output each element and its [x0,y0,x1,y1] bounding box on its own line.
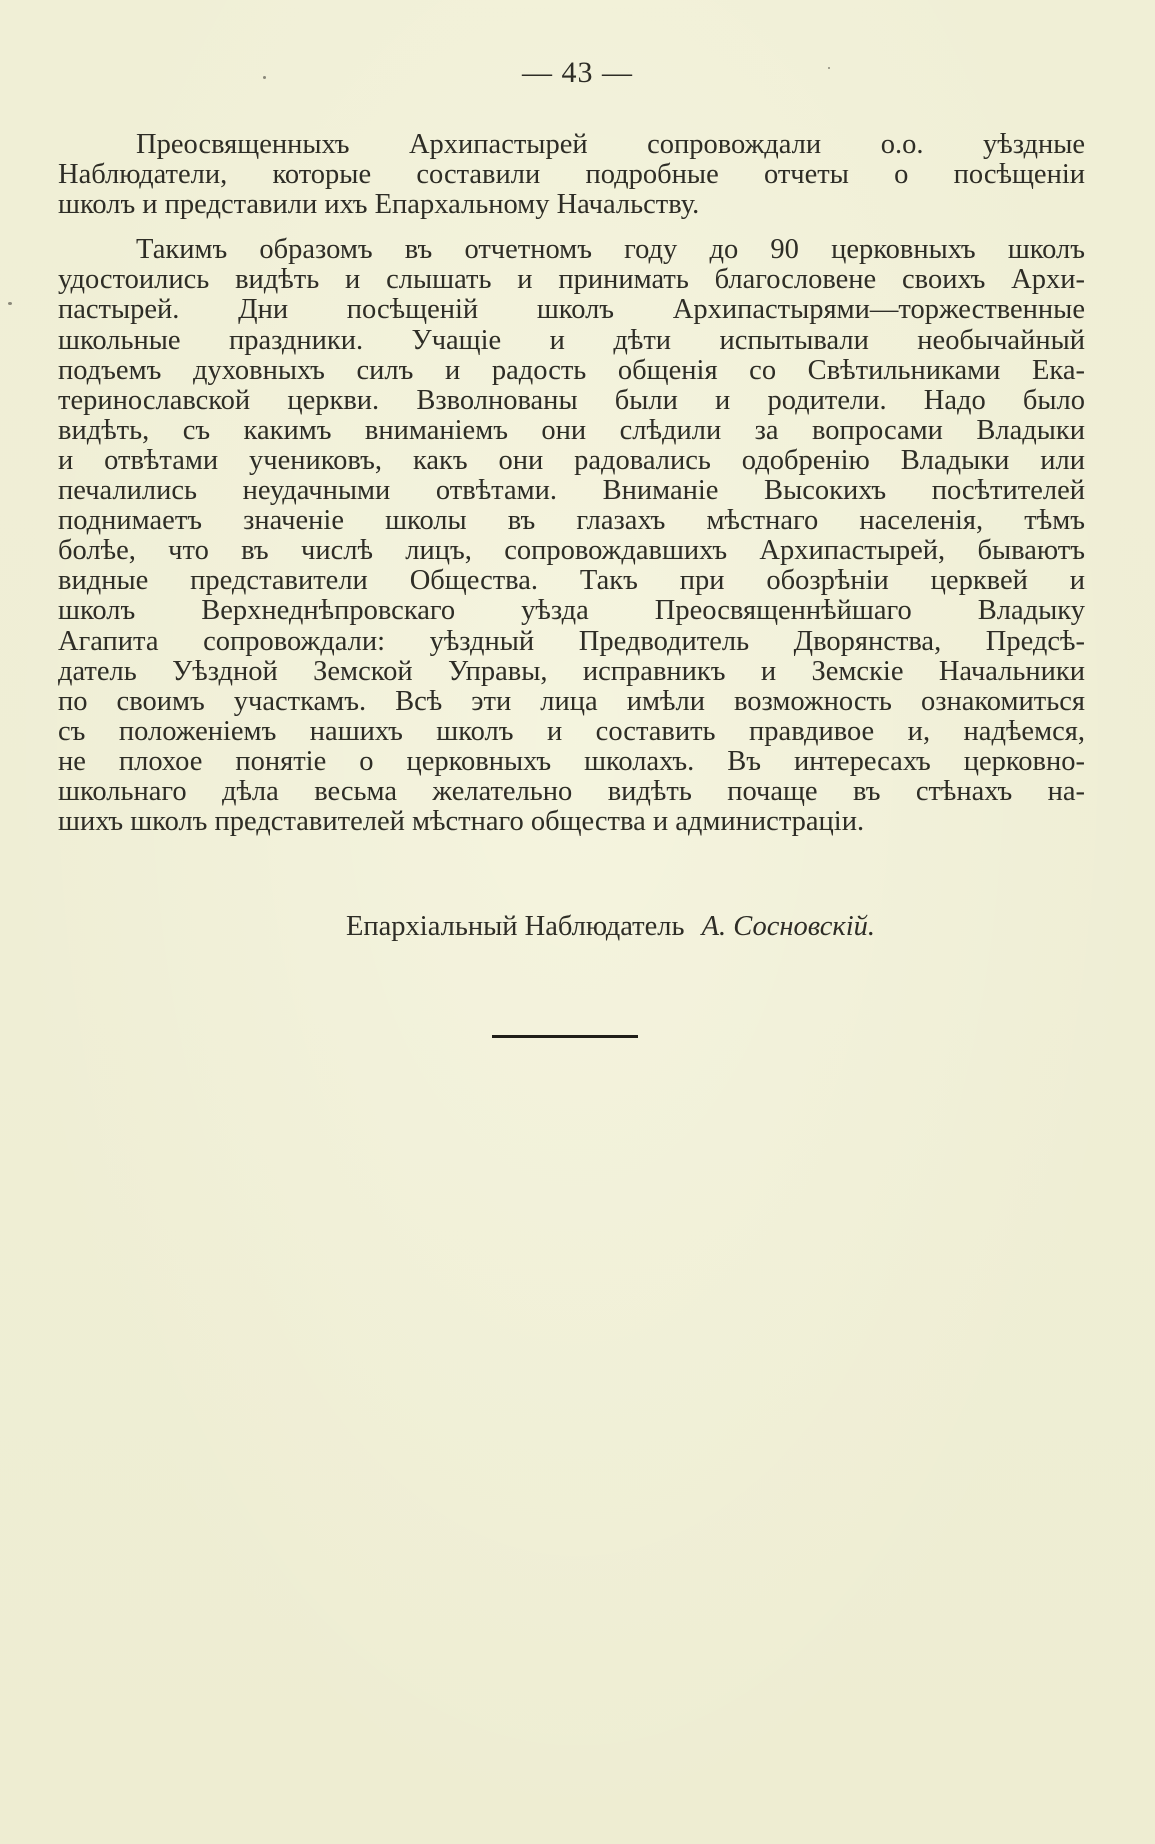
text-line: школъ Верхнеднѣпровскаго уѣзда Преосвященнѣйшаго Владыку [58,595,1085,627]
paragraph-1 [58,130,1085,220]
text-line: Агапита сопровождали: уѣздный Предводитель Дворянства, Предсѣ- [58,625,1085,657]
text-line: теринославской церкви. Взволнованы были и родители. Надо было [58,384,1085,416]
signature-block [346,911,875,943]
text-line: шихъ школъ представителей мѣстнаго общества и администрацiи. [58,806,865,838]
text-line: болѣе, что въ числѣ лицъ, сопровождавшихъ Архипастырей, бываютъ [58,535,1085,567]
text-line: Такимъ образомъ въ отчетномъ году до 90 церковныхъ школъ [136,234,1085,266]
text-line: Наблюдатели, которые составили подробные отчеты о посѣщенiи [58,159,1085,191]
text-line: школъ и представили ихъ Епархальному Начальству. [58,189,700,221]
text-line: по своимъ участкамъ. Всѣ эти лица имѣли возможность ознакомиться [58,685,1085,717]
paragraph-2 [58,235,1085,837]
signature-title: Епархiальный Наблюдатель [346,911,685,942]
text-line: видѣть, съ какимъ вниманiемъ они слѣдили за вопросами Владыки [58,414,1085,446]
body-text [58,130,1085,852]
paper-speck [828,67,830,69]
text-line: не плохое понятiе о церковныхъ школахъ. Въ интересахъ церковно- [58,745,1085,777]
text-line: печалились неудачными отвѣтами. Вниманiе Высокихъ посѣтителей [58,475,1085,507]
text-line: съ положенiемъ нашихъ школъ и составить правдивое и, надѣемся, [58,715,1085,747]
text-line: поднимаетъ значенiе школы въ глазахъ мѣстнаго населенiя, тѣмъ [58,505,1085,537]
text-line: школьные праздники. Учащiе и дѣти испытывали необычайный [58,324,1085,356]
text-line: школьнаго дѣла весьма желательно видѣть почаще въ стѣнахъ на- [58,775,1085,807]
section-divider [492,1035,638,1038]
text-line: и отвѣтами учениковъ, какъ они радовались одобренiю Владыки или [58,444,1085,476]
text-line: датель Уѣздной Земской Управы, исправникъ и Земскiе Начальники [58,655,1085,687]
text-line: пастырей. Дни посѣщенiй школъ Архипастырями—торжественные [58,294,1085,326]
text-line: подъемъ духовныхъ силъ и радость общенiя со Свѣтильниками Ека- [58,354,1085,386]
text-line: Преосвященныхъ Архипастырей сопровождали о.о. уѣздные [136,129,1085,160]
paper-speck [263,76,266,79]
text-line: видные представители Общества. Такъ при обозрѣнiи церквей и [58,565,1085,597]
signature-name: А. Сосновскiй. [701,911,875,942]
paper-speck [8,302,12,305]
text-line: удостоились видѣть и слышать и принимать благословене своихъ Архи- [58,264,1085,296]
page-number: — 43 — [522,56,633,89]
